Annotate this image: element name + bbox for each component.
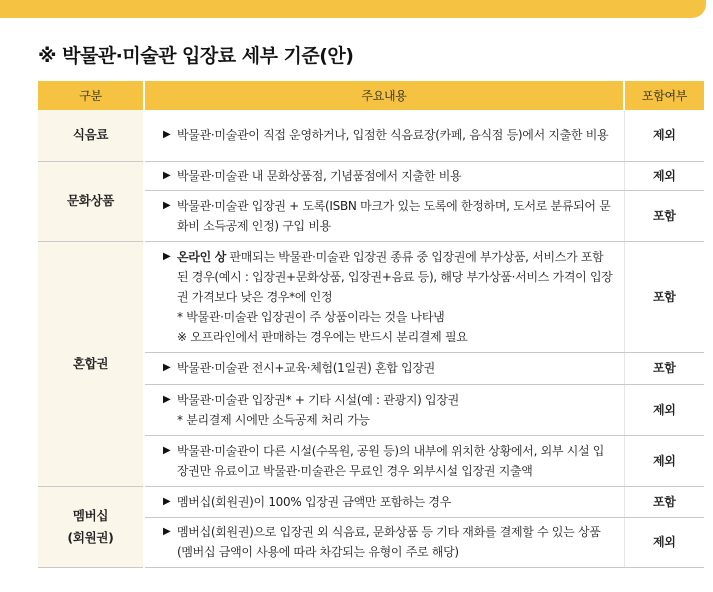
content-cell bbox=[144, 352, 624, 384]
note-text: * 박물관·미술관 입장권이 주 상품이라는 것을 나타냄 bbox=[177, 309, 445, 324]
note-text: * 분리결제 시에만 소득공제 처리 가능 bbox=[177, 412, 370, 427]
content-cell bbox=[144, 435, 624, 486]
inclusion-cell: 포함 bbox=[624, 352, 704, 384]
arrow-bullet-icon: ▶ bbox=[163, 526, 171, 537]
content-cell bbox=[144, 110, 624, 161]
inclusion-cell: 포함 bbox=[624, 241, 704, 352]
inclusion-cell: 포함 bbox=[624, 190, 704, 241]
arrow-bullet-icon: ▶ bbox=[163, 362, 171, 373]
content-cell bbox=[144, 241, 624, 352]
content-cell bbox=[144, 517, 624, 567]
table-row bbox=[38, 241, 704, 352]
category-cell: 멤버십 (회원권) bbox=[38, 486, 144, 567]
content-text: 멤버십(회원권)이 100% 입장권 금액만 포함하는 경우 bbox=[177, 494, 451, 509]
table-row bbox=[38, 110, 704, 161]
inclusion-cell: 포함 bbox=[624, 486, 704, 517]
content-cell bbox=[144, 161, 624, 190]
header-category: 구분 bbox=[38, 81, 144, 110]
inclusion-cell: 제외 bbox=[624, 517, 704, 567]
inclusion-cell: 제외 bbox=[624, 161, 704, 190]
category-cell: 혼합권 bbox=[38, 241, 144, 486]
category-cell: 문화상품 bbox=[38, 161, 144, 241]
arrow-bullet-icon: ▶ bbox=[163, 129, 171, 141]
content-text: 박물관·미술관 내 문화상품점, 기념품점에서 지출한 비용 bbox=[177, 168, 462, 183]
criteria-table bbox=[38, 81, 704, 568]
arrow-bullet-icon: ▶ bbox=[163, 495, 171, 507]
content-text-bold: 온라인 상 bbox=[177, 249, 227, 264]
arrow-bullet-icon: ▶ bbox=[163, 250, 171, 262]
page-title: ※ 박물관·미술관 입장료 세부 기준(안) bbox=[38, 45, 354, 67]
table-row bbox=[38, 161, 704, 190]
content-cell bbox=[144, 486, 624, 517]
arrow-bullet-icon: ▶ bbox=[163, 199, 171, 211]
arrow-bullet-icon: ▶ bbox=[163, 393, 171, 405]
top-decorative-band bbox=[0, 0, 706, 18]
note-text: ※ 오프라인에서 판매하는 경우에는 반드시 분리결제 필요 bbox=[177, 329, 468, 344]
inclusion-cell: 제외 bbox=[624, 110, 704, 161]
content-text: 박물관·미술관이 직접 운영하거나, 입점한 식음료장(카페, 음식점 등)에서 지출한 비용 bbox=[177, 128, 609, 143]
arrow-bullet-icon: ▶ bbox=[163, 444, 171, 456]
content-text: 판매되는 박물관·미술관 입장권 종류 중 입장권에 부가상품, 서비스가 포함된 경우(예시 : 입장권+문화상품, 입장권+음료 등), 해당 부가상품·서비스 가격이 입장권 가격보다 낮은 경우*에 인정 bbox=[177, 249, 613, 304]
inclusion-cell: 제외 bbox=[624, 384, 704, 435]
content-cell bbox=[144, 384, 624, 435]
content-text: 멤버십(회원권)으로 입장권 외 식음료, 문화상품 등 기타 재화를 결제할 수 있는 상품 (멤버십 금액이 사용에 따라 차감되는 유형이 주로 해당) bbox=[177, 525, 601, 559]
category-cell: 식음료 bbox=[38, 110, 144, 161]
header-inclusion: 포함여부 bbox=[624, 81, 704, 110]
content-text: 박물관·미술관 전시+교육·체험(1일권) 혼합 입장권 bbox=[177, 361, 435, 375]
inclusion-cell: 제외 bbox=[624, 435, 704, 486]
content-text: 박물관·미술관 입장권 + 도록(ISBN 마크가 있는 도록에 한정하며, 도서로 분류되어 문화비 소득공제 인정) 구입 비용 bbox=[177, 198, 611, 233]
arrow-bullet-icon: ▶ bbox=[163, 169, 171, 181]
content-text: 박물관·미술관이 다른 시설(수목원, 공원 등)의 내부에 위치한 상황에서, 외부 시설 입장권만 유료이고 박물관·미술관은 무료인 경우 외부시설 입장권 지출액 bbox=[177, 443, 605, 478]
content-cell bbox=[144, 190, 624, 241]
table-header-row bbox=[38, 81, 704, 110]
content-text: 박물관·미술관 입장권* + 기타 시설(예 : 관광지) 입장권 bbox=[177, 392, 459, 407]
header-content: 주요내용 bbox=[144, 81, 624, 110]
table-row bbox=[38, 486, 704, 517]
